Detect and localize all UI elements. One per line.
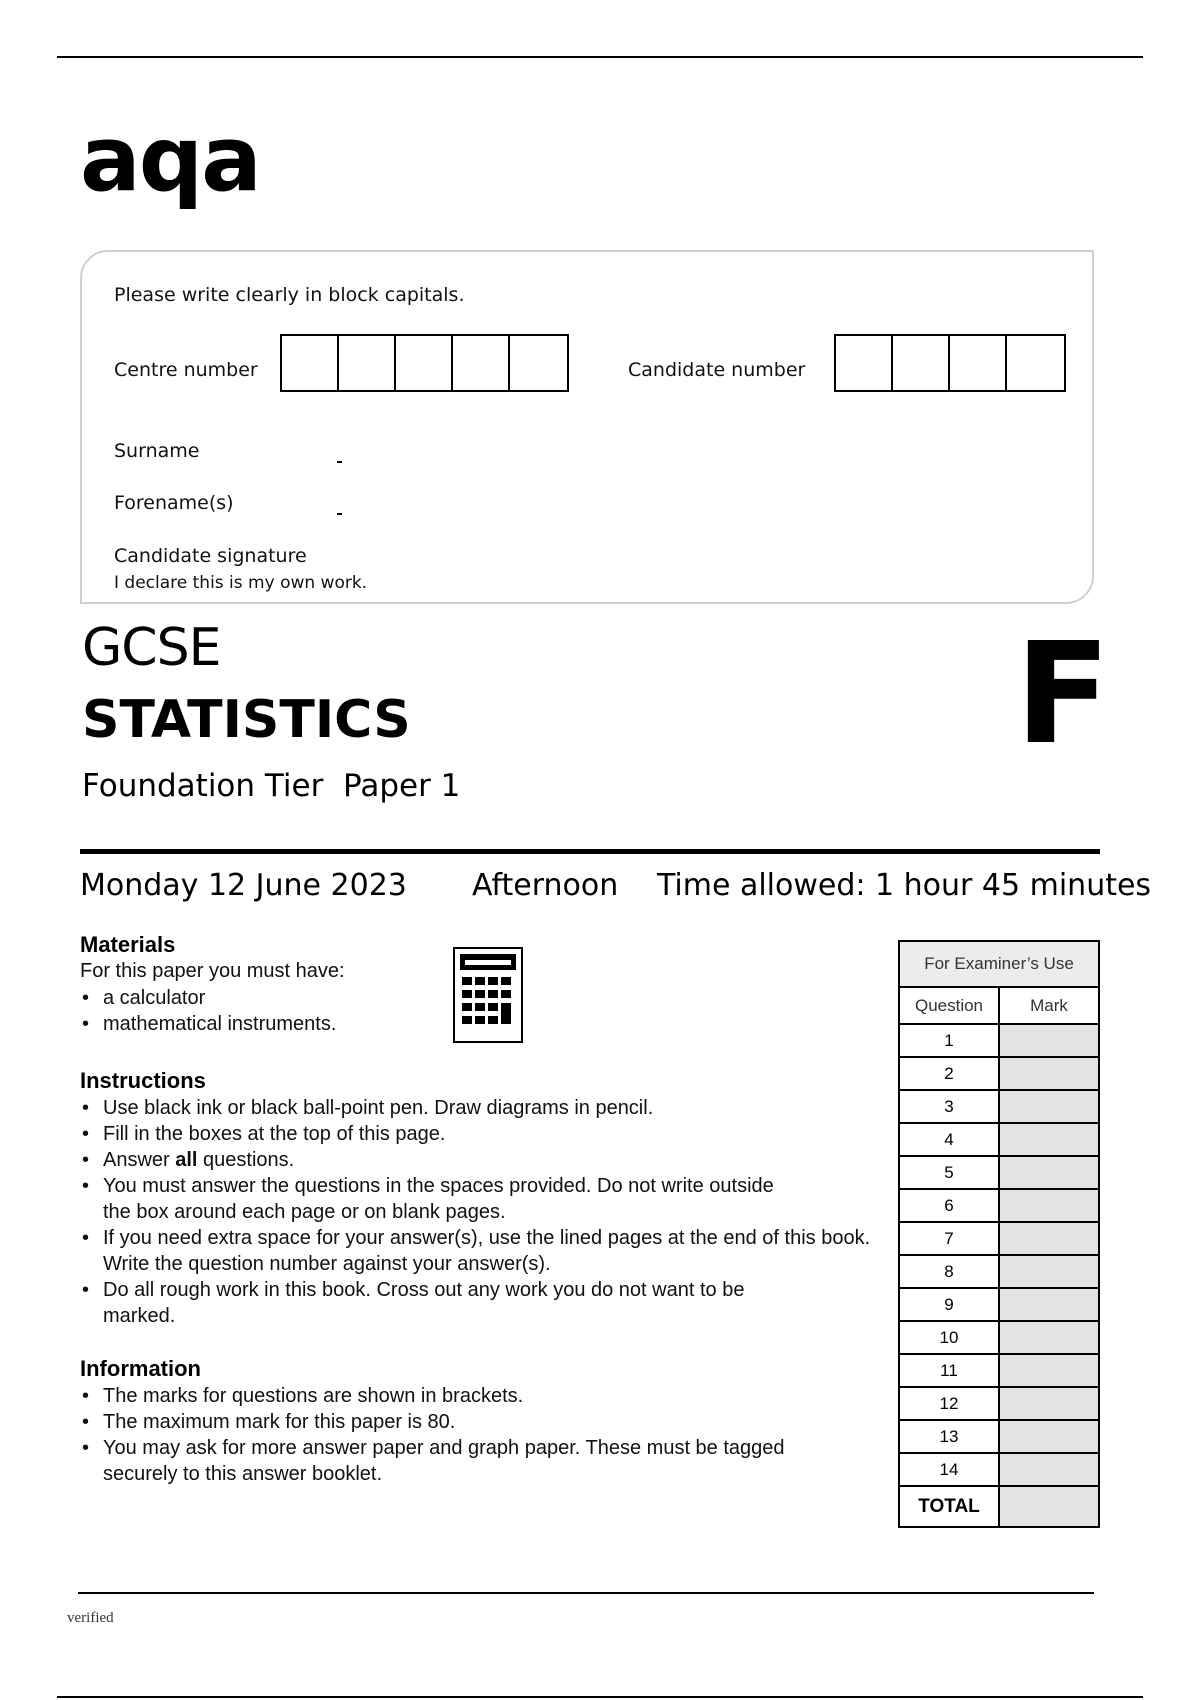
- table-row: [899, 1123, 1099, 1156]
- table-row: [899, 1057, 1099, 1090]
- mark-cell[interactable]: [999, 1453, 1099, 1486]
- question-number-cell: 5: [899, 1156, 999, 1189]
- table-row: [899, 1387, 1099, 1420]
- candidate-number-digit-box[interactable]: [950, 336, 1007, 390]
- exam-session: Afternoon: [472, 868, 619, 903]
- emphasis-text: all: [175, 1149, 198, 1171]
- candidate-number-digit-box[interactable]: [1007, 336, 1064, 390]
- centre-number-digit-box[interactable]: [339, 336, 396, 390]
- surname-label: Surname: [114, 440, 200, 462]
- information-heading: Information: [80, 1356, 201, 1381]
- title-divider: [80, 849, 1100, 854]
- question-number-cell: 3: [899, 1090, 999, 1123]
- question-number-cell: 6: [899, 1189, 999, 1222]
- examiner-use-table: [898, 940, 1100, 1528]
- centre-number-digit-box[interactable]: [282, 336, 339, 390]
- mark-cell[interactable]: [999, 1057, 1099, 1090]
- forename-label: Forename(s): [114, 492, 234, 514]
- table-row: [899, 1453, 1099, 1486]
- signature-label: Candidate signature: [114, 545, 307, 567]
- subject-title: STATISTICS: [82, 690, 411, 750]
- top-rule: [57, 56, 1143, 58]
- total-label: TOTAL: [899, 1486, 999, 1527]
- question-number-cell: 7: [899, 1222, 999, 1255]
- table-row: [899, 1354, 1099, 1387]
- materials-heading: Materials: [80, 932, 176, 957]
- table-row: [899, 1222, 1099, 1255]
- table-row: [899, 1288, 1099, 1321]
- table-row: [899, 1255, 1099, 1288]
- table-row: [899, 1156, 1099, 1189]
- table-row: [899, 1024, 1099, 1057]
- list-item: • Answer all questions.: [80, 1147, 860, 1173]
- centre-number-digit-box[interactable]: [510, 336, 567, 390]
- aqa-logo: aqa: [80, 107, 260, 212]
- qualification-title: GCSE: [82, 618, 221, 678]
- total-row: [899, 1486, 1099, 1527]
- question-number-cell: 2: [899, 1057, 999, 1090]
- mark-cell[interactable]: [999, 1123, 1099, 1156]
- list-item: • If you need extra space for your answer(s), use the lined pages at the end of this book. Write the question number against your answer(s).: [80, 1225, 883, 1277]
- candidate-number-digit-box[interactable]: [836, 336, 893, 390]
- bottom-rule: [57, 1696, 1143, 1698]
- centre-number-boxes[interactable]: [280, 334, 569, 392]
- tier-title: Foundation Tier Paper 1: [82, 768, 461, 804]
- examiner-use-title: For Examiner’s Use: [899, 941, 1099, 987]
- mark-cell[interactable]: [999, 1321, 1099, 1354]
- mark-cell[interactable]: [999, 1222, 1099, 1255]
- materials-list: [80, 985, 336, 1037]
- question-number-cell: 12: [899, 1387, 999, 1420]
- list-item: • You must answer the questions in the spaces provided. Do not write outside the box around each page or on blank pages.: [80, 1173, 783, 1225]
- table-row: [899, 1321, 1099, 1354]
- mark-cell[interactable]: [999, 1156, 1099, 1189]
- mark-column-header: Mark: [999, 987, 1099, 1024]
- table-row: [899, 1189, 1099, 1222]
- block-capitals-instruction: Please write clearly in block capitals.: [114, 284, 465, 306]
- declaration-text: I declare this is my own work.: [114, 573, 368, 593]
- question-number-cell: 13: [899, 1420, 999, 1453]
- list-item: • The maximum mark for this paper is 80.: [80, 1409, 810, 1435]
- calculator-icon: [453, 947, 523, 1043]
- instructions-heading: Instructions: [80, 1068, 206, 1093]
- mark-cell[interactable]: [999, 1420, 1099, 1453]
- list-item: • a calculator: [80, 985, 336, 1011]
- centre-number-digit-box[interactable]: [453, 336, 510, 390]
- list-item: • mathematical instruments.: [80, 1011, 336, 1037]
- table-row: [899, 1420, 1099, 1453]
- centre-number-digit-box[interactable]: [396, 336, 453, 390]
- list-item: • Use black ink or black ball-point pen. Draw diagrams in pencil.: [80, 1095, 860, 1121]
- mark-cell[interactable]: [999, 1354, 1099, 1387]
- mark-cell[interactable]: [999, 1090, 1099, 1123]
- question-number-cell: 1: [899, 1024, 999, 1057]
- footer-rule: [78, 1592, 1094, 1594]
- question-column-header: Question: [899, 987, 999, 1024]
- list-item: • The marks for questions are shown in brackets.: [80, 1383, 810, 1409]
- question-number-cell: 14: [899, 1453, 999, 1486]
- centre-number-label: Centre number: [114, 359, 258, 381]
- tier-letter: F: [1015, 613, 1111, 776]
- mark-cell[interactable]: [999, 1024, 1099, 1057]
- list-item: • Do all rough work in this book. Cross out any work you do not want to be marked.: [80, 1277, 783, 1329]
- question-number-cell: 9: [899, 1288, 999, 1321]
- table-row: [899, 1090, 1099, 1123]
- information-list: [80, 1383, 810, 1487]
- verified-stamp: verified: [67, 1610, 114, 1626]
- surname-field[interactable]: [337, 461, 342, 463]
- question-number-cell: 11: [899, 1354, 999, 1387]
- mark-cell[interactable]: [999, 1387, 1099, 1420]
- candidate-number-boxes[interactable]: [834, 334, 1066, 392]
- mark-cell[interactable]: [999, 1288, 1099, 1321]
- candidate-number-label: Candidate number: [628, 359, 806, 381]
- mark-cell[interactable]: [999, 1189, 1099, 1222]
- materials-intro: For this paper you must have:: [80, 960, 345, 982]
- list-item: • Fill in the boxes at the top of this page.: [80, 1121, 860, 1147]
- instructions-list: [80, 1095, 871, 1329]
- calculator-icon-graphic: [455, 949, 521, 1041]
- exam-date: Monday 12 June 2023: [80, 868, 407, 903]
- mark-cell[interactable]: [999, 1255, 1099, 1288]
- forename-field[interactable]: [337, 513, 342, 515]
- total-mark-cell[interactable]: [999, 1486, 1099, 1527]
- question-number-cell: 8: [899, 1255, 999, 1288]
- question-number-cell: 10: [899, 1321, 999, 1354]
- candidate-number-digit-box[interactable]: [893, 336, 950, 390]
- question-number-cell: 4: [899, 1123, 999, 1156]
- list-item: • You may ask for more answer paper and graph paper. These must be tagged securely to this answer booklet.: [80, 1435, 803, 1487]
- time-allowed: Time allowed: 1 hour 45 minutes: [657, 868, 1152, 903]
